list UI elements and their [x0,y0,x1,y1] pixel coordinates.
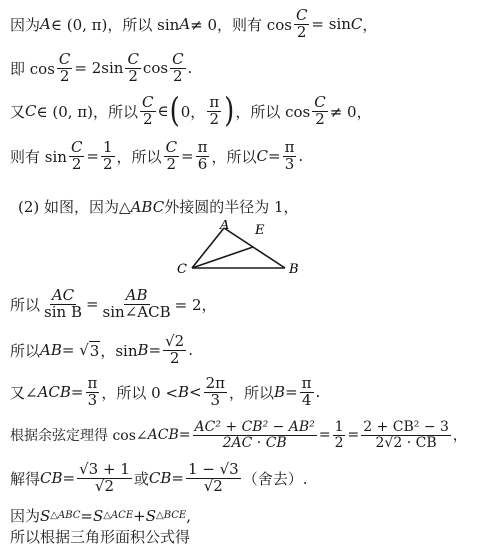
denominator: 2 [209,109,220,128]
denominator: 3 [210,390,221,409]
numerator: C [142,93,154,111]
text: = [267,147,281,166]
var-B: B [274,383,286,402]
numerator: C [58,50,71,68]
denominator: 6 [197,154,208,173]
text: = [62,469,76,488]
subscript: △ABC [50,510,81,521]
denominator: 2 [296,22,307,41]
numerator: C [295,6,308,24]
var-C: C [25,102,37,121]
text: 所以 [10,295,41,314]
text: ， [452,428,467,445]
segment-CB: CB [148,469,172,488]
text: + [133,506,146,525]
fraction [186,462,241,495]
segment-CB: CB [40,469,63,488]
denominator: sin B [44,302,82,321]
area-symbol: S [40,506,51,525]
text: . [188,341,193,360]
text: = sin [311,15,351,34]
fraction [333,420,346,450]
denominator: 2AC · CB [222,434,287,451]
var-B: B [178,383,190,402]
numerator: 1 [103,138,113,156]
numerator: 2π [205,374,226,392]
triangle-name: ABC [130,197,165,216]
numerator: 1 [334,419,344,435]
numerator: π [209,93,220,111]
fraction [125,52,140,85]
text: 0， [180,102,206,121]
text: 外接圆的半径为 1， [164,198,299,216]
text: , [186,506,191,525]
vertex-label-C: C [177,262,187,277]
line-4 [10,140,502,173]
text: 则有 sin [10,147,67,166]
fraction [204,376,227,409]
text: ，所以 0 < [101,383,179,402]
text: cos [142,59,169,78]
text: 因为 [10,15,41,34]
text: 又 [10,102,26,121]
numerator: π [284,138,295,156]
fraction [101,140,115,173]
denominator: √2 [94,476,115,495]
denominator: 3 [87,390,98,409]
left-paren: ( [169,91,180,131]
denominator: 2 [103,154,113,173]
fraction [170,52,185,85]
fraction [42,288,84,321]
fraction [101,288,173,321]
text: ，所以 [229,383,275,402]
line-3 [10,91,502,131]
numerator: AC² + CB² − AB² [194,419,315,435]
text: ≠ 0， [329,102,372,121]
text: = [318,427,331,444]
fraction [193,420,317,450]
text: ，sin [100,341,138,360]
line-9 [10,420,502,450]
vertex-label-A: A [220,220,230,233]
text: 根据余弦定理得 cos∠ [10,428,148,445]
angle-ACB: ACB [37,383,71,402]
denominator: sin∠ACB [102,302,171,321]
text: = 2， [174,295,217,314]
text: 因为 [10,507,41,525]
line-7 [10,334,502,367]
fraction [140,95,155,128]
text: = [285,383,298,402]
denominator: 2 [166,154,177,173]
text: ，所以 [211,147,257,166]
fraction [207,95,221,128]
fraction [294,8,309,41]
line-8 [10,376,502,409]
fraction [57,52,72,85]
text: = [70,383,84,402]
text: ≠ 0，则有 cos [190,15,292,34]
vertex-label-B: B [289,262,299,277]
denominator: 2 [71,154,82,173]
text: ∈ (0, π)，所以 [36,102,139,121]
right-paren: ) [224,91,235,131]
fraction [300,376,314,409]
text: 又∠ [10,383,38,402]
fraction [312,95,327,128]
segment-AB: AB [40,341,62,360]
line-11 [10,505,502,526]
fraction [361,420,451,450]
text: . [298,147,304,166]
line-12 [10,526,502,547]
numerator: π [301,374,312,392]
text: = [148,341,162,360]
text: = [178,427,191,444]
radicand: 3 [89,341,100,360]
text: = [85,295,99,314]
text: ，所以 cos [235,102,311,121]
line-6 [10,288,502,321]
text: < [189,383,202,402]
numerator: 2 + CB² − 3 [363,419,449,435]
area-symbol: S [145,506,156,525]
numerator: AB [125,286,148,304]
numerator: √3 + 1 [79,460,130,478]
denominator: 4 [301,390,312,409]
text: = 2sin [74,59,124,78]
numerator: AC [51,286,75,304]
subscript: △BCE [156,510,187,521]
text: = [86,147,99,166]
angle-ACB: ACB [147,427,179,444]
denominator: 2 [315,109,325,128]
subscript: △ACE [103,510,134,521]
text: 或 [133,469,149,488]
denominator: 2 [142,109,153,128]
triangle-figure [172,220,312,282]
numerator: C [165,138,178,156]
text: (2) 如图，因为△ [18,198,131,216]
text: = [171,469,184,488]
fraction [196,140,210,173]
text: ∈ (0, π)，所以 sin [50,15,180,34]
fraction [86,376,100,409]
var-C: C [350,15,363,34]
denominator: 2 [334,434,344,451]
fraction [164,140,179,173]
fraction [163,334,186,367]
area-symbol: S [92,506,104,525]
numerator: π [87,374,98,392]
numerator: C [314,93,326,111]
text: ∈ [157,102,169,121]
text: 即 cos [10,59,55,78]
text: ，所以 [116,147,162,166]
denominator: 2 [169,348,180,367]
text: 所以 [10,341,41,360]
var-C: C [256,147,268,166]
text: = [347,427,360,444]
text: 所以根据三角形面积公式得 [10,528,191,546]
text: . [315,383,321,402]
text: = √ [61,341,89,360]
denominator: 3 [284,154,295,173]
text: ， [362,15,378,34]
var-A: A [179,15,191,34]
numerator: C [70,138,83,156]
text: 解得 [10,469,41,488]
vertex-label-E: E [255,223,265,238]
numerator: √2 [165,332,185,350]
var-B: B [137,341,149,360]
fraction [283,140,297,173]
numerator: C [127,50,139,68]
line-1 [10,8,502,41]
denominator: 2 [59,66,70,85]
numerator: π [197,138,208,156]
line-10 [10,462,502,495]
denominator: √2 [203,476,223,495]
line-5 [18,196,502,217]
denominator: 2 [128,66,138,85]
text: = [80,506,93,525]
text: = [181,147,194,166]
text: . [187,59,193,78]
text: （舍去）. [242,469,308,488]
fraction [69,140,84,173]
numerator: C [172,50,184,68]
numerator: 1 − √3 [187,460,239,478]
denominator: 2√2 · CB [375,434,437,451]
line-2 [10,52,502,85]
var-A: A [40,15,51,34]
fraction [77,462,132,495]
denominator: 2 [173,66,183,85]
